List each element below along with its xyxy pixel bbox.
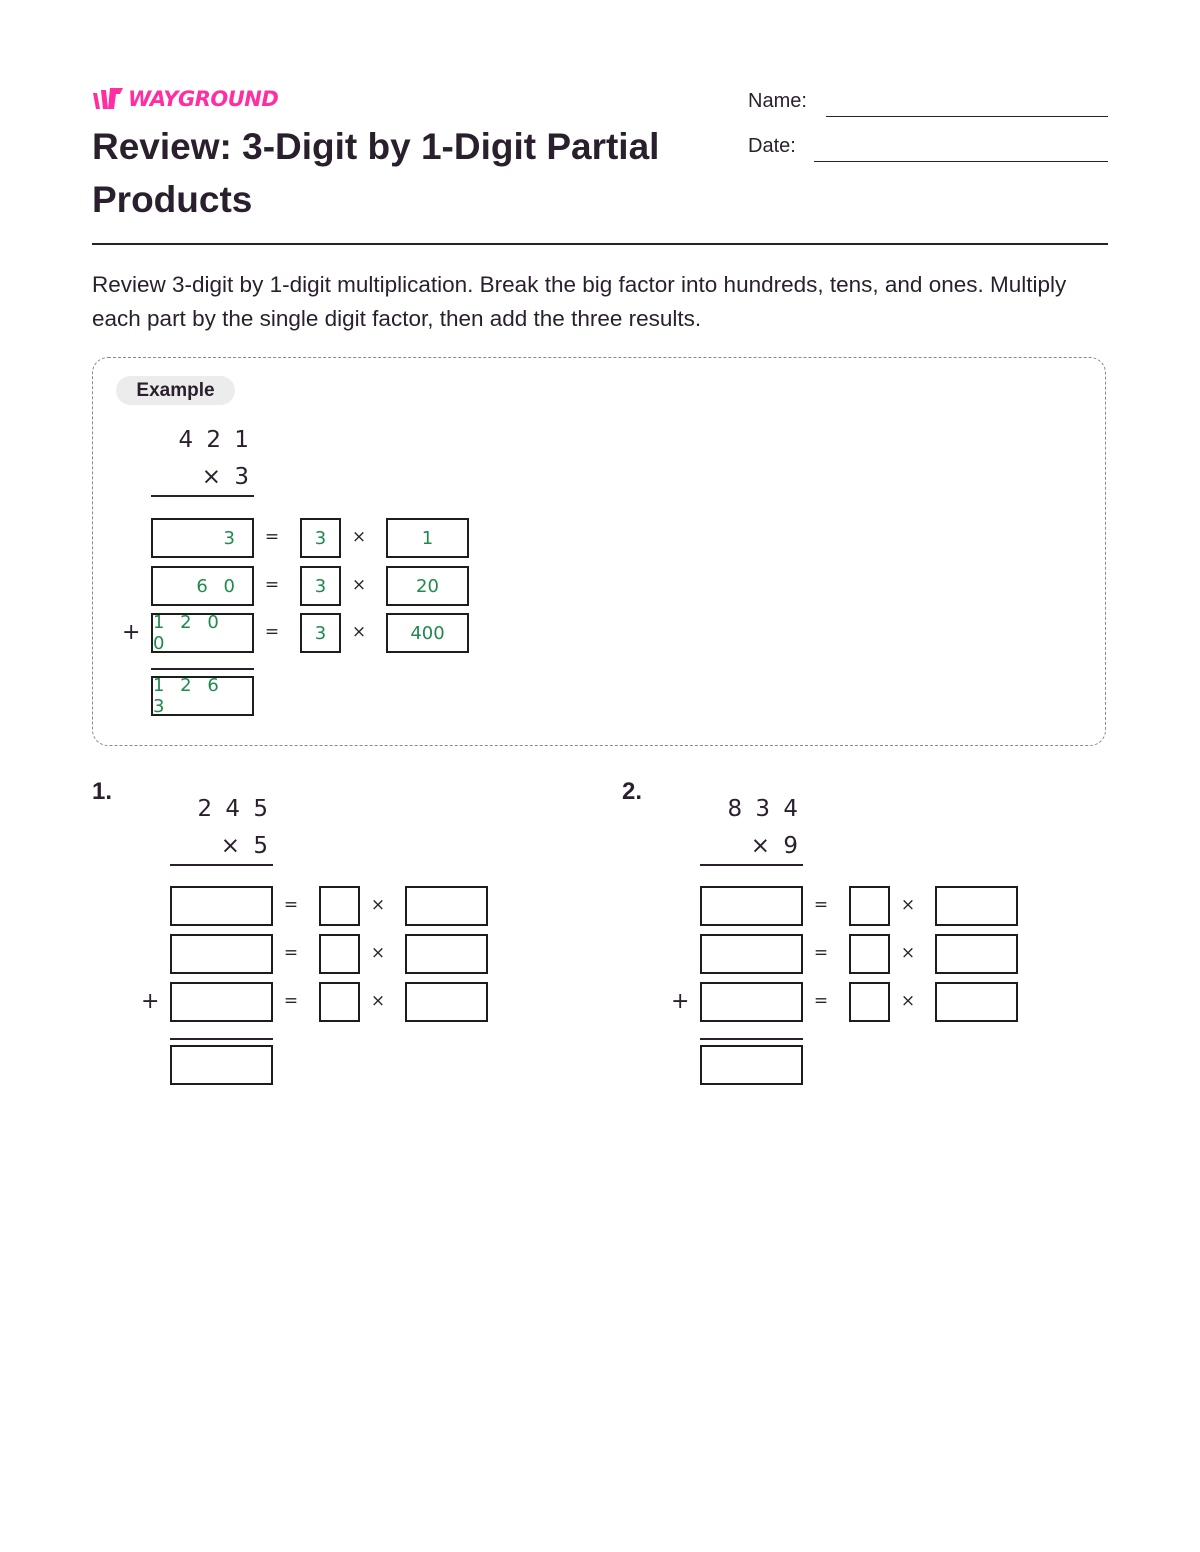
times-sign: × [370, 895, 386, 915]
problem-number-2: 2. [622, 778, 643, 805]
times-sign: × [351, 622, 367, 642]
example-multiplier-2: 3 [314, 575, 327, 597]
wayground-logo-icon [92, 87, 124, 111]
example-bottom-factor: × 3 [201, 464, 252, 490]
page-title: Review: 3-Digit by 1-Digit Partial Products [92, 126, 660, 220]
plus-sign: + [122, 620, 141, 645]
name-line[interactable] [826, 116, 1108, 117]
problem-1-product-box-2[interactable] [170, 934, 273, 974]
problem-number-1: 1. [92, 778, 113, 805]
example-top-factor: 4 2 1 [178, 427, 252, 453]
example-product-box-3 [151, 613, 254, 653]
times-sign: × [900, 991, 916, 1011]
problem-1-product-box-1[interactable] [170, 886, 273, 926]
example-part-box-2 [386, 566, 469, 606]
example-product-2: 6 0 [196, 575, 240, 597]
times-sign: × [351, 575, 367, 595]
equals-sign: = [283, 991, 299, 1011]
problem-1-product-box-3[interactable] [170, 982, 273, 1022]
header-divider [92, 243, 1108, 245]
problem-1-part-box-1[interactable] [405, 886, 488, 926]
problem-1-part-box-2[interactable] [405, 934, 488, 974]
problem-2-bottom-factor: × 9 [750, 833, 801, 859]
problem-1-factor-underline [170, 864, 273, 866]
problem-2-multiplier-box-1[interactable] [849, 886, 890, 926]
problem-1-total-box[interactable] [170, 1045, 273, 1085]
problem-1-bottom-factor: × 5 [220, 833, 271, 859]
example-part-box-3 [386, 613, 469, 653]
problem-2-part-box-2[interactable] [935, 934, 1018, 974]
problem-2-product-box-1[interactable] [700, 886, 803, 926]
example-multiplier-3: 3 [314, 622, 327, 644]
brand-logo [92, 86, 278, 112]
problem-2-multiplier-box-3[interactable] [849, 982, 890, 1022]
example-sum-line [151, 668, 254, 670]
example-multiplier-box-2 [300, 566, 341, 606]
example-badge: Example [116, 376, 235, 405]
example-multiplier-1: 3 [314, 527, 327, 549]
problem-2-part-box-1[interactable] [935, 886, 1018, 926]
problem-1-part-box-3[interactable] [405, 982, 488, 1022]
equals-sign: = [283, 895, 299, 915]
example-multiplier-box-3 [300, 613, 341, 653]
equals-sign: = [264, 622, 280, 642]
example-part-1: 1 [421, 527, 434, 549]
times-sign: × [900, 895, 916, 915]
plus-sign: + [671, 989, 690, 1014]
problem-1-top-factor: 2 4 5 [197, 796, 271, 822]
example-part-box-1 [386, 518, 469, 558]
problem-2-product-box-2[interactable] [700, 934, 803, 974]
example-product-3: 1 2 0 0 [153, 612, 224, 654]
date-label: Date: [748, 135, 796, 157]
problem-1-multiplier-box-1[interactable] [319, 886, 360, 926]
problem-2-sum-line [700, 1038, 803, 1040]
example-multiplier-box-1 [300, 518, 341, 558]
instructions: Review 3-digit by 1-digit multiplication. Break the big factor into hundreds, tens, and ones. Multiply each part by the single digit factor, then add the three results. [92, 272, 1067, 331]
times-sign: × [900, 943, 916, 963]
problem-2-part-box-3[interactable] [935, 982, 1018, 1022]
problem-2-factor-underline [700, 864, 803, 866]
example-part-3: 400 [410, 622, 445, 644]
example-product-box-2 [151, 566, 254, 606]
problem-1-sum-line [170, 1038, 273, 1040]
problem-2-product-box-3[interactable] [700, 982, 803, 1022]
example-total: 1 2 6 3 [153, 675, 224, 717]
example-product-box-1 [151, 518, 254, 558]
times-sign: × [370, 991, 386, 1011]
equals-sign: = [813, 991, 829, 1011]
example-factor-underline [151, 495, 254, 497]
brand-name: WAYGROUND [128, 87, 279, 111]
example-product-1: 3 [223, 527, 240, 549]
equals-sign: = [283, 943, 299, 963]
equals-sign: = [264, 575, 280, 595]
example-part-2: 20 [416, 575, 439, 597]
name-label: Name: [748, 90, 807, 112]
problem-1-multiplier-box-2[interactable] [319, 934, 360, 974]
date-line[interactable] [814, 161, 1108, 162]
plus-sign: + [141, 989, 160, 1014]
equals-sign: = [813, 895, 829, 915]
equals-sign: = [813, 943, 829, 963]
times-sign: × [351, 527, 367, 547]
problem-2-total-box[interactable] [700, 1045, 803, 1085]
problem-1-multiplier-box-3[interactable] [319, 982, 360, 1022]
problem-2-multiplier-box-2[interactable] [849, 934, 890, 974]
problem-2-top-factor: 8 3 4 [727, 796, 801, 822]
example-total-box [151, 676, 254, 716]
times-sign: × [370, 943, 386, 963]
equals-sign: = [264, 527, 280, 547]
